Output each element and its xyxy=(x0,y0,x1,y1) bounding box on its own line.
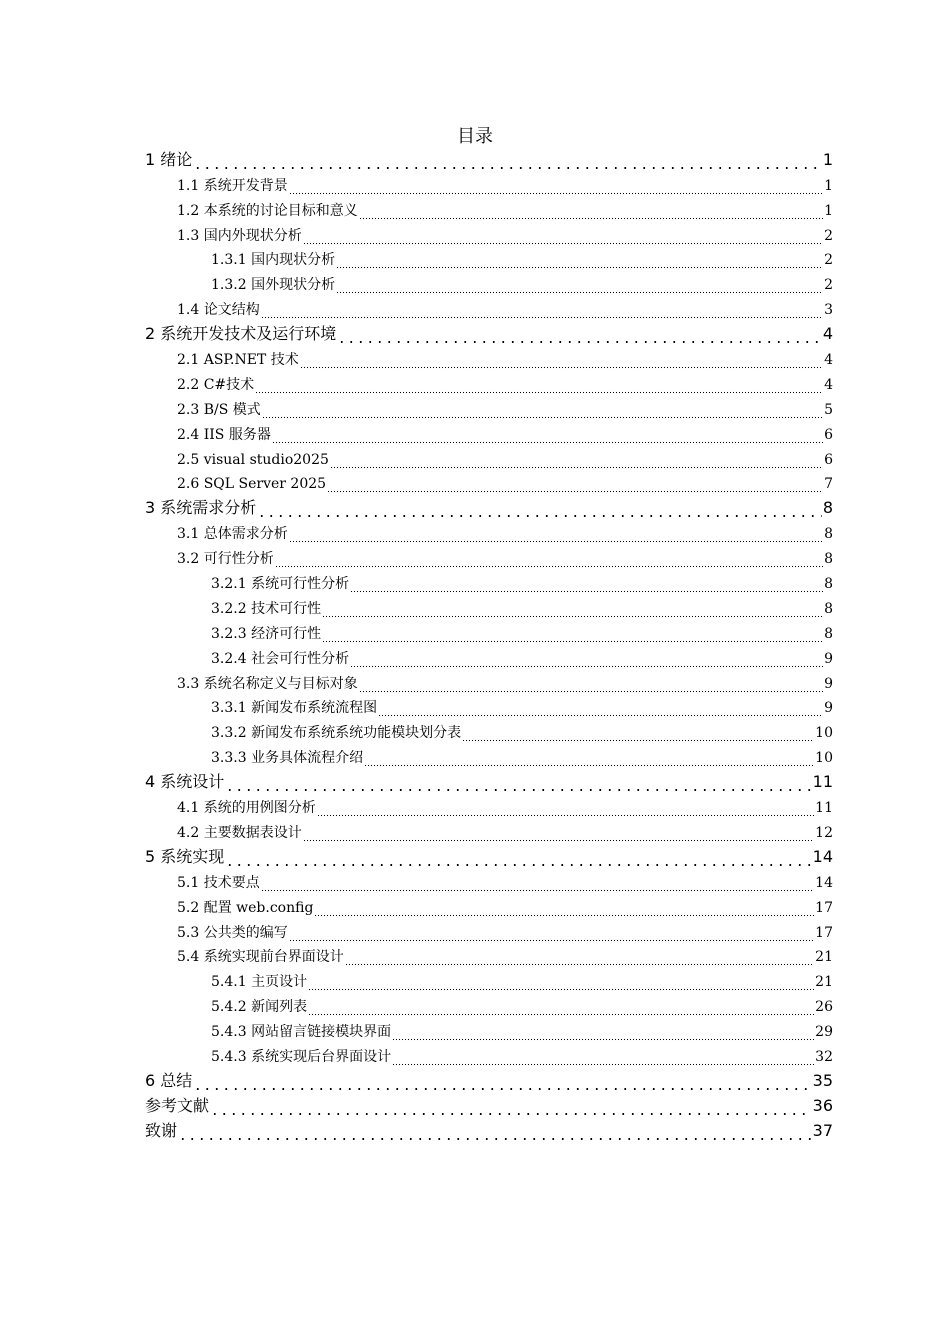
toc-entry-title: 3.1 总体需求分析 xyxy=(177,526,288,543)
toc-entry-title: 2.6 SQL Server 2025 xyxy=(177,476,327,493)
toc-entry-title: 4.1 系统的用例图分析 xyxy=(177,800,316,817)
dot-leader xyxy=(261,299,823,319)
toc-entry-page-number: 4 xyxy=(822,324,833,344)
toc-entry-level-3[interactable] xyxy=(0,248,833,273)
toc-entry-title: 1.3.1 国内现状分析 xyxy=(211,252,336,269)
dot-leader xyxy=(462,722,814,742)
toc-entry-level-2[interactable] xyxy=(0,920,833,945)
dot-leader xyxy=(225,847,811,867)
toc-entry-page-number: 2 xyxy=(824,277,833,294)
toc-entry-page-number: 6 xyxy=(824,451,833,468)
toc-entry-page-number: 8 xyxy=(822,498,833,518)
toc-entry-level-3[interactable] xyxy=(0,571,833,596)
toc-entry-title: 6 总结 xyxy=(145,1070,193,1090)
toc-entry-title: 4.2 主要数据表设计 xyxy=(177,824,302,841)
dot-leader xyxy=(350,573,823,593)
toc-entry-title: 1.3 国内外现状分析 xyxy=(177,227,302,244)
toc-entry-level-3[interactable] xyxy=(0,1044,833,1069)
dot-leader xyxy=(308,996,814,1016)
toc-entry-level-3[interactable] xyxy=(0,969,833,994)
toc-entry-title: 3 系统需求分析 xyxy=(145,498,257,518)
toc-entry-page-number: 11 xyxy=(812,772,833,792)
toc-entry-level-2[interactable] xyxy=(0,397,833,422)
toc-entry-page-number: 4 xyxy=(824,352,833,369)
toc-entry-page-number: 17 xyxy=(815,924,833,941)
toc-entry-level-3[interactable] xyxy=(0,720,833,745)
toc-entry-page-number: 8 xyxy=(824,526,833,543)
toc-entry-level-2[interactable] xyxy=(0,223,833,248)
dot-leader xyxy=(289,922,814,942)
dot-leader xyxy=(337,324,822,344)
toc-entry-level-1[interactable] xyxy=(0,1119,833,1144)
toc-entry-level-2[interactable] xyxy=(0,671,833,696)
toc-entry-level-2[interactable] xyxy=(0,447,833,472)
dot-leader xyxy=(303,822,814,842)
toc-entry-page-number: 9 xyxy=(824,700,833,717)
toc-entry-level-2[interactable] xyxy=(0,198,833,223)
toc-entry-title: 3.2.2 技术可行性 xyxy=(211,600,322,617)
toc-entry-title: 致谢 xyxy=(145,1120,178,1140)
dot-leader xyxy=(257,498,822,518)
toc-entry-page-number: 17 xyxy=(815,899,833,916)
toc-entry-title: 参考文献 xyxy=(145,1095,210,1115)
toc-entry-page-number: 26 xyxy=(815,999,833,1016)
toc-entry-title: 5.1 技术要点 xyxy=(177,874,260,891)
dot-leader xyxy=(336,274,823,294)
toc-entry-level-3[interactable] xyxy=(0,646,833,671)
toc-entry-level-2[interactable] xyxy=(0,372,833,397)
toc-entry-page-number: 2 xyxy=(824,227,833,244)
dot-leader xyxy=(359,673,823,693)
toc-entry-level-1[interactable] xyxy=(0,845,833,870)
toc-entry-level-2[interactable] xyxy=(0,870,833,895)
dot-leader xyxy=(275,548,823,568)
toc-entry-page-number: 8 xyxy=(824,600,833,617)
dot-leader xyxy=(322,623,823,643)
toc-entry-level-1[interactable] xyxy=(0,770,833,795)
toc-entry-level-1[interactable] xyxy=(0,322,833,347)
dot-leader xyxy=(317,797,814,817)
toc-entry-page-number: 36 xyxy=(812,1095,833,1115)
toc-entry-page-number: 12 xyxy=(815,824,833,841)
toc-entry-title: 2.2 C#技术 xyxy=(177,376,255,393)
toc-entry-title: 2 系统开发技术及运行环境 xyxy=(145,324,337,344)
toc-entry-title: 2.1 ASP.NET 技术 xyxy=(177,352,299,369)
toc-entry-title: 1.1 系统开发背景 xyxy=(177,177,288,194)
toc-entry-level-1[interactable] xyxy=(0,1069,833,1094)
toc-entry-level-1[interactable] xyxy=(0,1094,833,1119)
dot-leader xyxy=(330,449,823,469)
dot-leader xyxy=(289,175,823,195)
toc-entry-level-3[interactable] xyxy=(0,596,833,621)
toc-entry-page-number: 1 xyxy=(822,149,833,169)
toc-entry-title: 1.3.2 国外现状分析 xyxy=(211,277,336,294)
toc-entry-title: 3.2.4 社会可行性分析 xyxy=(211,650,350,667)
toc-entry-title: 3.2.3 经济可行性 xyxy=(211,625,322,642)
toc-entry-page-number: 2 xyxy=(824,252,833,269)
toc-entry-title: 3.2.1 系统可行性分析 xyxy=(211,576,350,593)
toc-entry-level-2[interactable] xyxy=(0,347,833,372)
dot-leader xyxy=(225,772,811,792)
dot-leader xyxy=(308,971,814,991)
toc-entry-title: 5.4 系统实现前台界面设计 xyxy=(177,949,344,966)
toc-entry-level-2[interactable] xyxy=(0,521,833,546)
toc-entry-title: 5.4.3 系统实现后台界面设计 xyxy=(211,1048,392,1065)
toc-entry-page-number: 3 xyxy=(824,302,833,319)
toc-entry-level-3[interactable] xyxy=(0,272,833,297)
toc-entry-page-number: 5 xyxy=(824,401,833,418)
toc-entry-level-2[interactable] xyxy=(0,820,833,845)
toc-entry-title: 5.2 配置 web.config xyxy=(177,899,314,916)
dot-leader xyxy=(392,1021,814,1041)
toc-entry-level-2[interactable] xyxy=(0,895,833,920)
toc-entry-page-number: 6 xyxy=(824,426,833,443)
dot-leader xyxy=(262,399,823,419)
toc-entry-title: 1.4 论文结构 xyxy=(177,302,260,319)
dot-leader xyxy=(261,872,814,892)
toc-entry-page-number: 10 xyxy=(815,750,833,767)
toc-entry-title: 3.2 可行性分析 xyxy=(177,551,274,568)
toc-entry-page-number: 32 xyxy=(815,1048,833,1065)
toc-entry-page-number: 14 xyxy=(815,874,833,891)
toc-entry-title: 5.4.3 网站留言链接模块界面 xyxy=(211,1024,392,1041)
toc-entry-page-number: 8 xyxy=(824,625,833,642)
toc-entry-title: 1.2 本系统的讨论目标和意义 xyxy=(177,202,358,219)
dot-leader xyxy=(327,473,823,493)
toc-entry-level-2[interactable] xyxy=(0,422,833,447)
dot-leader xyxy=(303,225,823,245)
dot-leader xyxy=(364,747,814,767)
toc-entry-level-3[interactable] xyxy=(0,696,833,721)
toc-entry-page-number: 1 xyxy=(824,202,833,219)
toc-entry-title: 3.3 系统名称定义与目标对象 xyxy=(177,675,358,692)
dot-leader xyxy=(314,897,814,917)
toc-entry-page-number: 21 xyxy=(815,949,833,966)
toc-entry-level-2[interactable] xyxy=(0,297,833,322)
toc-entry-level-2[interactable] xyxy=(0,546,833,571)
dot-leader xyxy=(345,946,814,966)
toc-entry-level-3[interactable] xyxy=(0,745,833,770)
toc-entry-level-2[interactable] xyxy=(0,173,833,198)
toc-entry-page-number: 29 xyxy=(815,1024,833,1041)
toc-entry-title: 3.3.1 新闻发布系统流程图 xyxy=(211,700,378,717)
dot-leader xyxy=(392,1046,814,1066)
dot-leader xyxy=(350,648,823,668)
toc-entry-page-number: 1 xyxy=(824,177,833,194)
toc-entry-page-number: 7 xyxy=(824,476,833,493)
toc-entry-title: 2.4 IIS 服务器 xyxy=(177,426,271,443)
toc-entry-level-1[interactable] xyxy=(0,148,833,173)
toc-entry-page-number: 9 xyxy=(824,650,833,667)
toc-entry-title: 3.3.2 新闻发布系统系统功能模块划分表 xyxy=(211,725,462,742)
dot-leader xyxy=(378,697,823,717)
toc-entry-title: 3.3.3 业务具体流程介绍 xyxy=(211,750,364,767)
toc-entry-level-2[interactable] xyxy=(0,795,833,820)
toc-entry-title: 5.4.1 主页设计 xyxy=(211,974,308,991)
toc-entry-level-3[interactable] xyxy=(0,994,833,1019)
toc-entry-level-3[interactable] xyxy=(0,1019,833,1044)
toc-entry-title: 2.5 visual studio2025 xyxy=(177,451,329,468)
toc-entry-title: 1 绪论 xyxy=(145,149,193,169)
toc-entry-page-number: 4 xyxy=(824,376,833,393)
dot-leader xyxy=(289,523,823,543)
dot-leader xyxy=(255,374,823,394)
dot-leader xyxy=(336,249,823,269)
toc-entry-page-number: 9 xyxy=(824,675,833,692)
toc-entry-page-number: 37 xyxy=(812,1120,833,1140)
dot-leader xyxy=(272,424,823,444)
dot-leader xyxy=(178,1121,812,1141)
dot-leader xyxy=(359,200,823,220)
dot-leader xyxy=(322,598,823,618)
toc-entry-title: 5 系统实现 xyxy=(145,846,225,866)
dot-leader xyxy=(193,1071,811,1091)
toc-entry-level-3[interactable] xyxy=(0,621,833,646)
dot-leader xyxy=(300,349,823,369)
toc-entry-title: 5.4.2 新闻列表 xyxy=(211,999,308,1016)
toc-entry-page-number: 21 xyxy=(815,974,833,991)
toc-entry-title: 2.3 B/S 模式 xyxy=(177,401,261,418)
toc-entry-page-number: 8 xyxy=(824,576,833,593)
toc-entry-page-number: 35 xyxy=(812,1070,833,1090)
toc-entry-level-2[interactable] xyxy=(0,472,833,497)
dot-leader xyxy=(210,1096,812,1116)
toc-entry-level-2[interactable] xyxy=(0,945,833,970)
toc-entry-title: 4 系统设计 xyxy=(145,772,225,792)
toc-entry-page-number: 11 xyxy=(815,800,833,817)
toc-entry-level-1[interactable] xyxy=(0,496,833,521)
toc-entry-title: 5.3 公共类的编写 xyxy=(177,924,288,941)
table-of-contents xyxy=(0,148,950,1144)
toc-entry-page-number: 8 xyxy=(824,551,833,568)
toc-title: 目录 xyxy=(457,126,493,147)
dot-leader xyxy=(193,150,822,170)
toc-entry-page-number: 14 xyxy=(812,846,833,866)
toc-entry-page-number: 10 xyxy=(815,725,833,742)
